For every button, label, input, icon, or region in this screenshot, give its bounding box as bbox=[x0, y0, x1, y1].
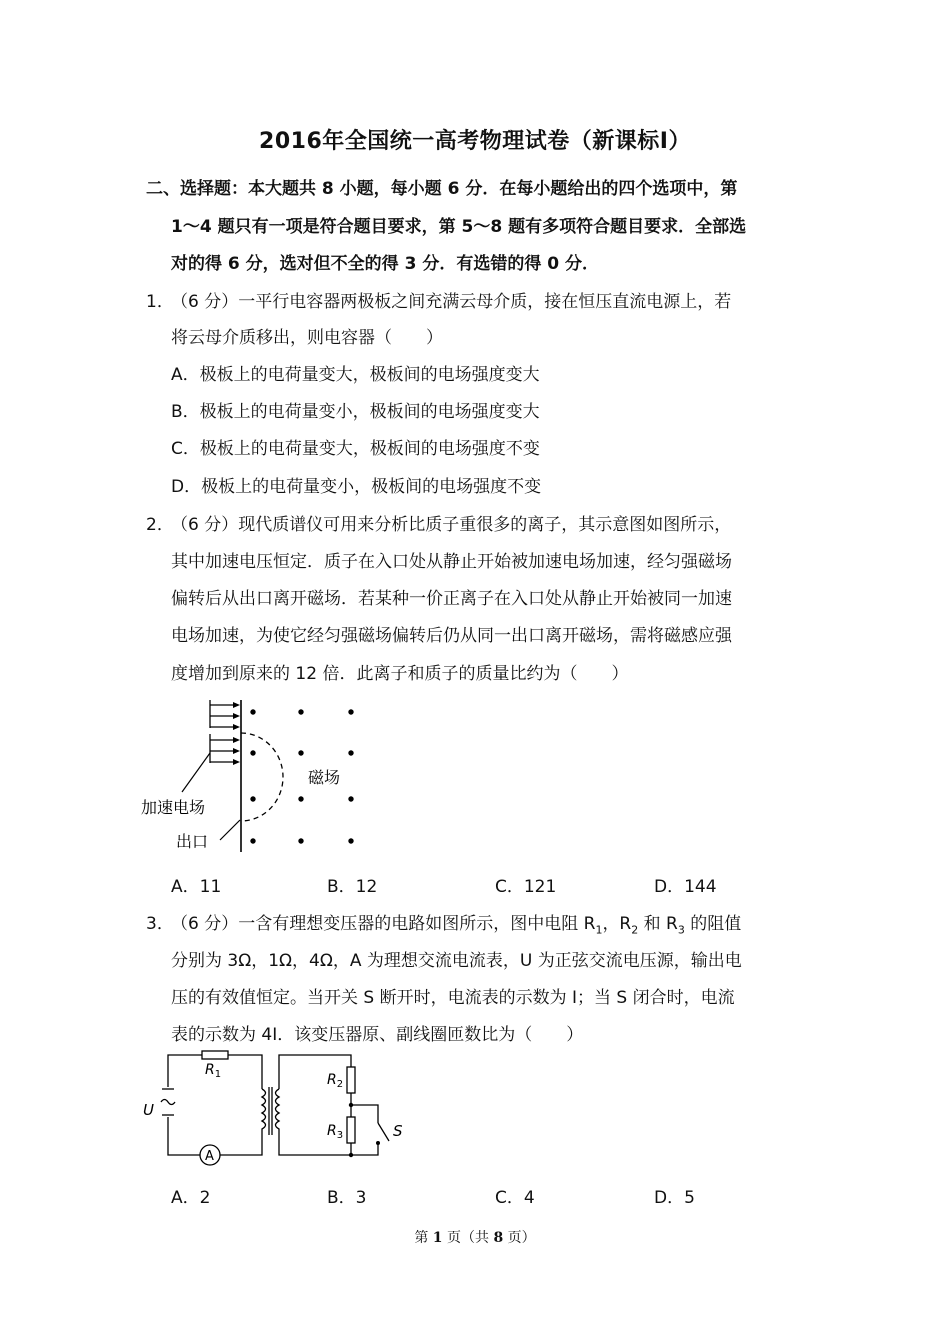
question-1-option-a: A．极板上的电荷量变大，极板间的电场强度变大 bbox=[171, 365, 540, 385]
acceleration-field-label: 加速电场 bbox=[141, 798, 206, 817]
question-3-line-2: 分别为 3Ω，1Ω，4Ω，A 为理想交流电流表，U 为正弦交流电压源，输出电 bbox=[171, 951, 742, 971]
question-3-option-a: A．2 bbox=[171, 1188, 211, 1208]
question-2-option-d: D．144 bbox=[654, 877, 717, 897]
question-3-line-1-sep: ，R bbox=[602, 914, 632, 934]
switch-blade bbox=[378, 1123, 389, 1141]
r3-label bbox=[327, 1123, 343, 1141]
secondary-coil bbox=[276, 1089, 280, 1133]
question-1-option-c: C．极板上的电荷量变大，极板间的电场强度不变 bbox=[171, 439, 540, 459]
question-2-option-a: A．11 bbox=[171, 877, 222, 897]
switch-wire-bottom bbox=[351, 1143, 378, 1155]
question-3-line-1-pre: （6 分）一含有理想变压器的电路如图所示，图中电阻 R bbox=[171, 914, 596, 934]
magnetic-field-label: 磁场 bbox=[308, 768, 341, 787]
transformer-circuit-figure bbox=[138, 1047, 413, 1172]
question-3-line-1-post: 的阻值 bbox=[684, 914, 742, 934]
arrowheads-top bbox=[233, 702, 240, 730]
switch-s-label: S bbox=[393, 1122, 403, 1140]
footer-total-pages: 8 bbox=[493, 1230, 504, 1246]
ammeter-label: A bbox=[205, 1149, 214, 1164]
question-2-option-c: C．121 bbox=[495, 877, 557, 897]
r3-resistor bbox=[347, 1117, 355, 1143]
source-u-label: U bbox=[143, 1101, 154, 1119]
arrowheads-bottom bbox=[233, 737, 240, 765]
question-1-line-2: 将云母介质移出，则电容器（ ） bbox=[171, 328, 443, 348]
exit-label-leader bbox=[220, 820, 240, 840]
r2-subscript: 2 bbox=[631, 923, 639, 937]
accel-label-leader bbox=[182, 753, 210, 792]
question-3-line-4: 表的示数为 4I．该变压器原、副线圈匝数比为（ ） bbox=[171, 1025, 584, 1045]
question-2-number: 2． bbox=[146, 515, 174, 535]
page-footer bbox=[0, 1227, 950, 1247]
question-3-option-c: C．4 bbox=[495, 1188, 535, 1208]
footer-post: 页） bbox=[503, 1230, 536, 1246]
r3-label-text: R bbox=[327, 1123, 337, 1139]
primary-wire-bottom-left bbox=[168, 1117, 200, 1155]
question-2-line-1: （6 分）现代质谱仪可用来分析比质子重很多的离子，其示意图如图所示， bbox=[171, 515, 732, 535]
junction-top bbox=[349, 1103, 353, 1107]
question-2-line-3: 偏转后从出口离开磁场．若某种一价正离子在入口处从静止开始被同一加速 bbox=[171, 589, 732, 609]
primary-wire-bottom-right bbox=[220, 1133, 262, 1155]
question-1-option-d: D．极板上的电荷量变小，极板间的电场强度不变 bbox=[171, 477, 542, 497]
r3-label-sub: 3 bbox=[336, 1130, 344, 1141]
r1-label bbox=[205, 1062, 221, 1080]
question-3-line-3: 压的有效值恒定。当开关 S 断开时，电流表的示数为 I；当 S 闭合时，电流 bbox=[171, 988, 735, 1008]
question-2-line-2: 其中加速电压恒定．质子在入口处从静止开始被加速电场加速，经匀强磁场 bbox=[171, 552, 732, 572]
section-line-3: 对的得 6 分，选对但不全的得 3 分．有选错的得 0 分． bbox=[171, 254, 599, 274]
r2-resistor bbox=[347, 1067, 355, 1093]
r1-subscript: 1 bbox=[595, 923, 603, 937]
question-1-number: 1． bbox=[146, 292, 174, 312]
page-title: 2016年全国统一高考物理试卷（新课标Ⅰ） bbox=[259, 129, 691, 154]
primary-wire-top-left bbox=[168, 1055, 202, 1087]
switch-contact bbox=[376, 1141, 380, 1145]
r2-label bbox=[327, 1072, 343, 1090]
r2-label-text: R bbox=[327, 1072, 337, 1088]
footer-mid: 页（共 bbox=[442, 1230, 494, 1246]
section-line-2: 1～4 题只有一项是符合题目要求，第 5～8 题有多项符合题目要求．全部选 bbox=[171, 217, 747, 237]
trajectory-arc bbox=[241, 733, 283, 821]
question-3-line-1-mid: 和 R bbox=[638, 914, 678, 934]
question-3-line-1 bbox=[171, 909, 741, 936]
ac-source-wave bbox=[161, 1100, 175, 1105]
section-line-1: 二、选择题：本大题共 8 小题，每小题 6 分．在每小题给出的四个选项中，第 bbox=[146, 179, 738, 199]
footer-page-number: 1 bbox=[432, 1230, 443, 1246]
question-1-option-b: B．极板上的电荷量变小，极板间的电场强度变大 bbox=[171, 402, 540, 422]
question-2-line-5: 度增加到原来的 12 倍．此离子和质子的质量比约为（ ） bbox=[171, 664, 629, 684]
question-3-option-d: D．5 bbox=[654, 1188, 695, 1208]
r3-subscript: 3 bbox=[677, 923, 685, 937]
question-2-line-4: 电场加速，为使它经匀强磁场偏转后仍从同一出口离开磁场，需将磁感应强 bbox=[171, 626, 732, 646]
r1-label-text: R bbox=[205, 1062, 215, 1078]
mass-spectrometer-figure bbox=[140, 696, 380, 858]
r1-label-sub: 1 bbox=[214, 1069, 222, 1080]
question-2-option-b: B．12 bbox=[327, 877, 378, 897]
question-3-option-b: B．3 bbox=[327, 1188, 367, 1208]
question-3-number: 3． bbox=[146, 914, 174, 934]
primary-coil bbox=[262, 1089, 266, 1133]
r2-label-sub: 2 bbox=[336, 1079, 344, 1090]
primary-wire-top-right bbox=[228, 1055, 262, 1089]
footer-pre: 第 bbox=[414, 1230, 433, 1246]
question-1-line-1: （6 分）一平行电容器两极板之间充满云母介质，接在恒压直流电源上，若 bbox=[171, 292, 732, 312]
junction-bottom bbox=[349, 1153, 353, 1157]
exit-label: 出口 bbox=[176, 832, 209, 851]
r1-resistor bbox=[202, 1051, 228, 1059]
